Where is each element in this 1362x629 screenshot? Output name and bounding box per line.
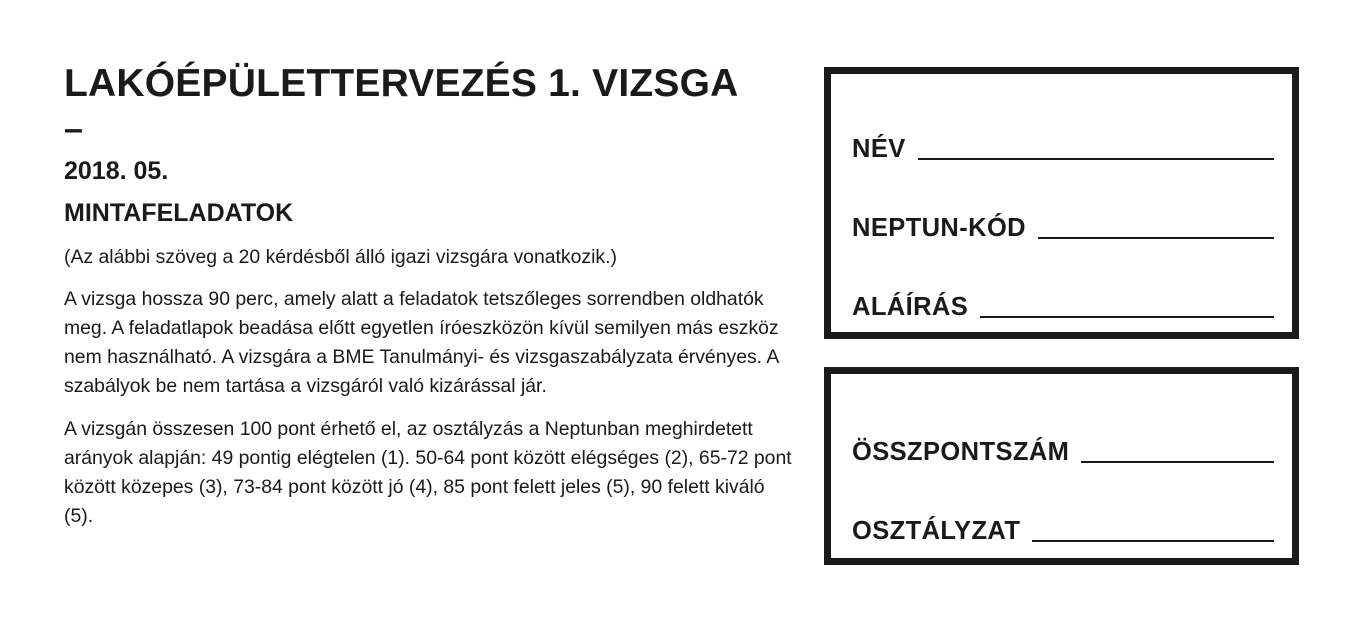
total-score-line[interactable] — [1081, 461, 1274, 463]
student-info-box — [824, 67, 1299, 339]
exam-header — [64, 58, 799, 531]
name-label: NÉV — [852, 135, 906, 163]
neptun-code-line[interactable] — [1038, 237, 1274, 239]
grade-line[interactable] — [1032, 540, 1274, 542]
intro-note: (Az alábbi szöveg a 20 kérdésből álló igazi vizsgára vonatkozik.) — [64, 246, 617, 268]
total-score-field[interactable] — [852, 437, 1274, 467]
signature-label: ALÁÍRÁS — [852, 293, 969, 321]
signature-line[interactable] — [980, 316, 1274, 318]
neptun-code-field[interactable] — [852, 213, 1274, 243]
total-score-label: ÖSSZPONTSZÁM — [852, 438, 1070, 466]
neptun-code-label: NEPTUN-KÓD — [852, 214, 1026, 242]
name-field[interactable] — [852, 134, 1274, 164]
exam-subtitle: MINTAFELADATOK — [64, 199, 294, 227]
name-line[interactable] — [918, 158, 1274, 160]
rules-paragraph: A vizsga hossza 90 perc, amely alatt a feladatok tetszőleges sorrendben oldhatók meg. A feladatlapok beadása előtt egyetlen íróeszközön kívül semilyen más eszköz nem használható. A vizsgára a BME Tanulmányi- és vizsgaszabályzata érvényes. A szabályok be nem tartása a vizsgáról való kizárással jár. — [64, 288, 779, 397]
grade-label: OSZTÁLYZAT — [852, 517, 1021, 545]
grading-box — [824, 367, 1299, 565]
exam-date: 2018. 05. — [64, 157, 169, 185]
exam-title: LAKÓÉPÜLETTERVEZÉS 1. VIZSGA — [64, 62, 739, 105]
grading-paragraph: A vizsgán összesen 100 pont érhető el, az osztályzás a Neptunban meghirdetett arányok alapján: 49 pontig elégtelen (1). 50-64 pont között elégséges (2), 65-72 pont között közepes (3), 73-84 pont között jó (4), 85 pont felett jeles (5), 90 felett kiváló (5). — [64, 418, 792, 527]
grade-field[interactable] — [852, 516, 1274, 546]
signature-field[interactable] — [852, 292, 1274, 322]
title-dash: – — [64, 110, 83, 148]
